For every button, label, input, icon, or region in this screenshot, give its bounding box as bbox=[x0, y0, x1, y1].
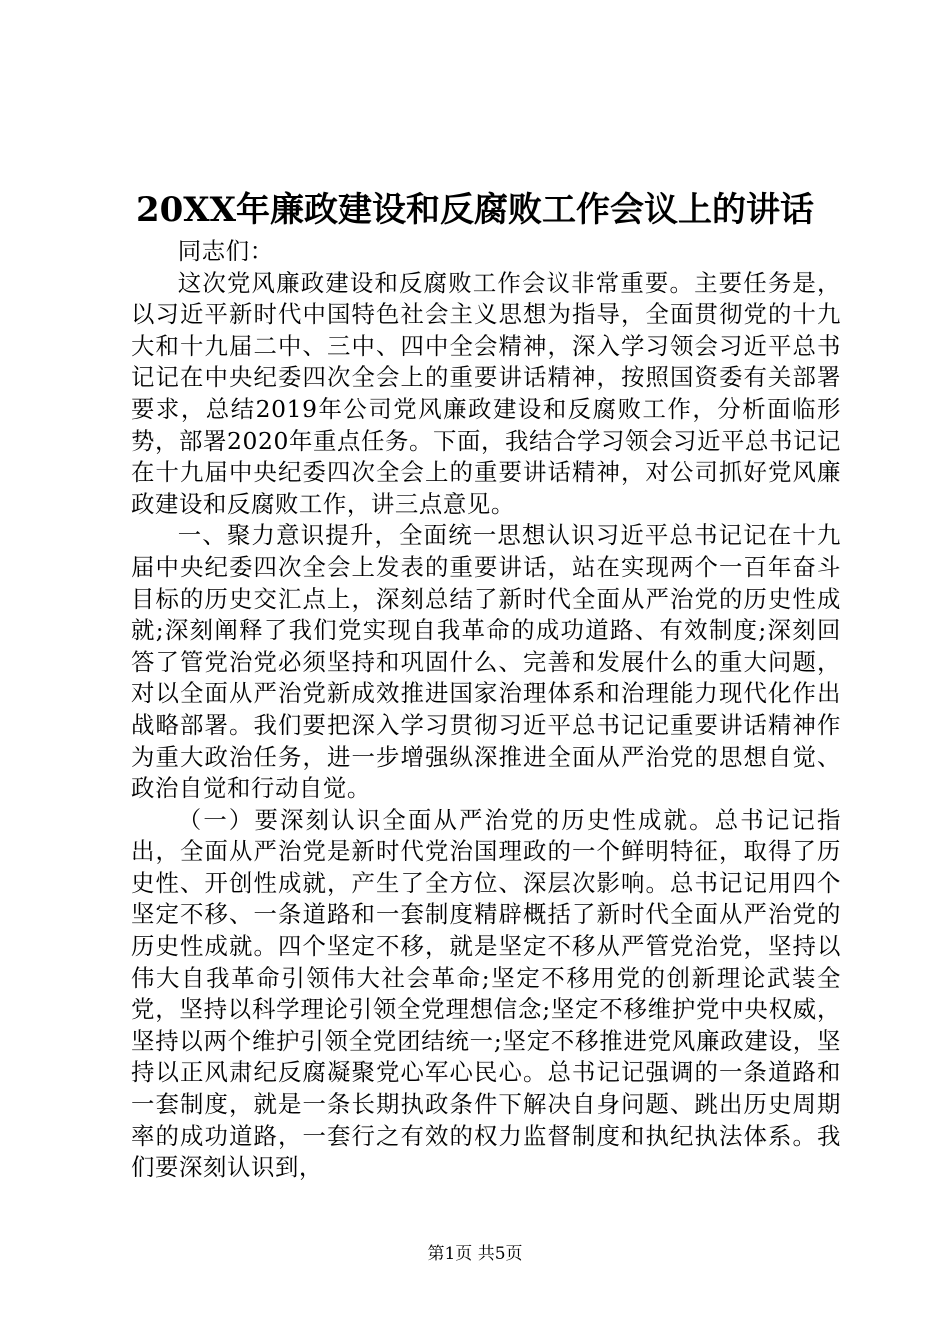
paragraph-section-one: 一、聚力意识提升，全面统一思想认识习近平总书记记在十九届中央纪委四次全会上发表的重要讲话，站在实现两个一百年奋斗目标的历史交汇点上，深刻总结了新时代全面从严治党的历史性成就;深刻阐释了我们党实现自我革命的成功道路、有效制度;深刻回答了管党治党必须坚持和巩固什么、完善和发展什么的重大问题，对以全面从严治党新成效推进国家治理体系和治理能力现代化作出战略部署。我们要把深入学习贯彻习近平总书记记重要讲话精神作为重大政治任务，进一步增强纵深推进全面从严治党的思想自觉、政治自觉和行动自觉。 bbox=[131, 521, 841, 803]
page-footer: 第1页 共5页 bbox=[427, 1244, 523, 1264]
salutation: 同志们： bbox=[177, 237, 274, 265]
document-title: 20XX年廉政建设和反腐败工作会议上的讲话 bbox=[135, 190, 815, 230]
paragraph-subsection-one: （一）要深刻认识全面从严治党的历史性成就。总书记记指出，全面从严治党是新时代党治国理政的一个鲜明特征，取得了历史性、开创性成就，产生了全方位、深层次影响。总书记记用四个坚定不移、一条道路和一套制度精辟概括了新时代全面从严治党的历史性成就。四个坚定不移，就是坚定不移从严管党治党，坚持以伟大自我革命引领伟大社会革命;坚定不移用党的创新理论武装全党，坚持以科学理论引领全党理想信念;坚定不移维护党中央权威，坚持以两个维护引领全党团结统一;坚定不移推进党风廉政建设，坚持以正风肃纪反腐凝聚党心军心民心。总书记记强调的一条道路和一套制度，就是一条长期执政条件下解决自身问题、跳出历史周期率的成功道路，一套行之有效的权力监督制度和执纪执法体系。我们要深刻认识到， bbox=[131, 805, 841, 1182]
document-body bbox=[131, 236, 841, 1184]
paragraph-intro: 这次党风廉政建设和反腐败工作会议非常重要。主要任务是，以习近平新时代中国特色社会主义思想为指导，全面贯彻党的十九大和十九届二中、三中、四中全会精神，深入学习领会习近平总书记记在中央纪委四次全会上的重要讲话精神，按照国资委有关部署要求，总结2019年公司党风廉政建设和反腐败工作，分析面临形势，部署2020年重点任务。下面，我结合学习领会习近平总书记记在十九届中央纪委四次全会上的重要讲话精神，对公司抓好党风廉政建设和反腐败工作，讲三点意见。 bbox=[131, 268, 841, 518]
